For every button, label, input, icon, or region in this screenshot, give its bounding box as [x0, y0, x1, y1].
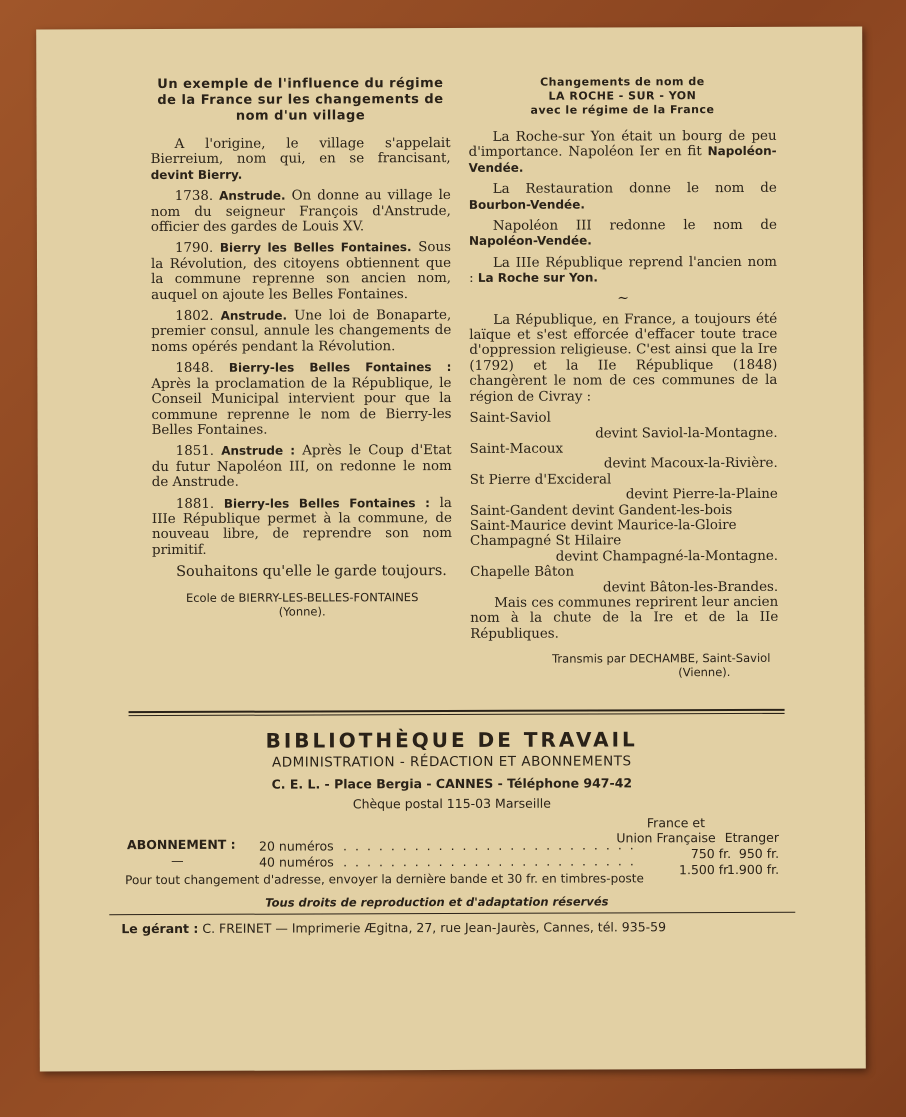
commune-list-2 [470, 533, 778, 596]
civray-intro: La République, en France, a toujours été laïque et s'est efforcée d'effacer toute trace d'oppression religieuse. C'est ainsi que la Ire (1792) et la IIe République (1848) changèrent le nom de ces communes de la région de Civray : [469, 311, 778, 405]
closing-text: Souhaitons qu'elle le garde toujours. [176, 563, 447, 581]
commune-old-name: Saint-Saviol [469, 410, 551, 427]
commune-inline: Saint-Maurice devint Maurice-la-Gloire [469, 517, 737, 534]
commune-new-name: devint Macoux-la-Rivière. [603, 456, 778, 472]
commune-new-name: devint Pierre-la-Plaine [625, 486, 778, 503]
footer-bottom-rule [109, 912, 795, 915]
conclusion-text: Mais ces communes reprirent leur ancien nom à la chute de la Ire et de la IIe Républiques. [470, 594, 779, 642]
commune-old-name: Saint-Macoux [469, 441, 564, 457]
right-title: Changements de nom de LA ROCHE - SUR - YON avec le régime de la France [530, 75, 715, 117]
history-entry: 1851. Anstrude : Après le Coup d'Etat du futur Napoléon III, on redonne le nom de Anstrude. [151, 443, 452, 491]
rights-notice: Tous droits de reproduction et d'adaptation réservés [265, 894, 609, 910]
roche-paragraph: Napoléon III redonne le nom de Napoléon-Vendée. [468, 217, 777, 249]
commune-old-name: Chapelle Bâton [470, 564, 575, 581]
history-entry: 1848. Bierry-les Belles Fontaines : Après la proclamation de la République, le Conseil Municipal intervient pour que la commune reprenne le nom de Bierry-les Belles Fontaines. [151, 360, 452, 438]
footer-top-rule-thin [129, 713, 785, 716]
left-signature: Ecole de BIERRY-LES-BELLES-FONTAINES (Yonne). [185, 590, 419, 619]
postal-account: Chèque postal 115-03 Marseille [352, 795, 551, 812]
subscription-table: France et Union Française Etranger ABONNEMENT : 20 numéros . . . . . . . . . . . . . . . . . . . . . . . . . 750 fr. 950 fr. — 40 numéros . . . . . . . . . . . . . . . . . . . . . . . . . 1.500 fr. 1.900 fr. Pour tout changement d'adresse, envoyer la dernière bande et 30 fr. en timbres-poste [125, 815, 780, 888]
right-signature: Transmis par DECHAMBE, Saint-Saviol (Vienne). [552, 651, 771, 680]
roche-paragraph: La Roche-sur Yon était un bourg de peu d'importance. Napoléon Ier en fit Napoléon-Vendée. [468, 128, 777, 175]
history-entry: 1802. Anstrude. Une loi de Bonaparte, premier consul, annule les changements de noms opérés pendant la Révolution. [151, 308, 452, 355]
commune-old-name: St Pierre d'Excideral [469, 472, 612, 488]
history-entry: 1738. Anstrude. On donne au village le nom du seigneur François d'Anstrude, officier des gardes de Louis XV. [150, 188, 451, 236]
commune-new-name: devint Champagné-la-Montagne. [555, 548, 779, 565]
history-entry: 1881. Bierry-les Belles Fontaines : la IIIe République permet à la commune, de nouveau libre, de reprendre son nom primitif. [151, 495, 452, 558]
document-page [36, 27, 866, 1072]
roche-paragraph: La Restauration donne le nom de Bourbon-Vendée. [468, 181, 777, 212]
intro-paragraph: A l'origine, le village s'appelait Bierreium, nom qui, en se francisant, devint Bierry. [150, 135, 451, 182]
roche-paragraph: La IIIe République reprend l'ancien nom : La Roche sur Yon. [469, 254, 778, 287]
roche-sur-yon-paragraphs [469, 129, 778, 287]
commune-list [470, 410, 778, 504]
history-entry: 1790. Bierry les Belles Fontaines. Sous la Révolution, des citoyens obtiennent que la commune reprenne son ancien nom, auquel on ajoute les Belles Fontaines. [150, 240, 452, 303]
biblio-title: BIBLIOTHÈQUE DE TRAVAIL [265, 727, 638, 753]
commune-list-inline [470, 502, 778, 534]
biblio-subtitle: ADMINISTRATION - RÉDACTION ET ABONNEMENTS [271, 753, 632, 771]
commune-old-name: Champagné St Hilaire [469, 533, 622, 550]
commune-new-name: devint Saviol-la-Montagne. [595, 425, 778, 441]
publisher-credits: Le gérant : C. FREINET — Imprimerie Ægitna, 27, rue Jean-Jaurès, Cannes, tél. 935-59 [121, 919, 667, 937]
right-column [468, 75, 778, 680]
ornament: ~ [617, 290, 630, 307]
biblio-address: C. E. L. - Place Bergia - CANNES - Téléphone 947-42 [271, 775, 633, 792]
history-entries [151, 188, 452, 558]
commune-new-name: devint Bâton-les-Brandes. [602, 579, 779, 596]
left-column [150, 76, 452, 619]
commune-inline: Saint-Gandent devint Gandent-les-bois [469, 502, 733, 519]
left-title: Un exemple de l'influence du régime de la France sur les changements de nom d'un village [157, 76, 444, 124]
